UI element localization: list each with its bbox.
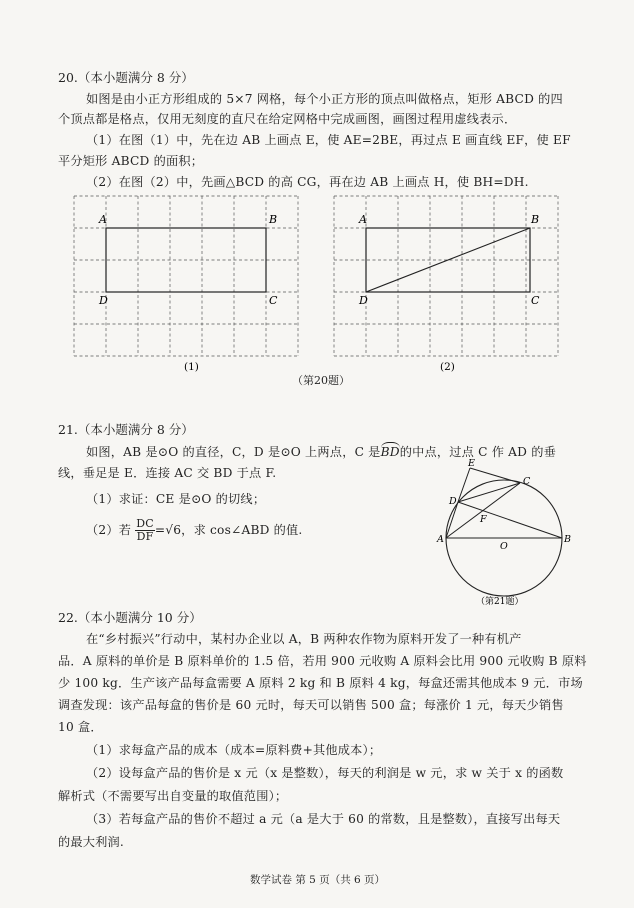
q22-line4: 调查发现：该产品每盒的售价是 60 元时，每天可以销售 500 盒；每涨价 1 元，每天少销售 [58, 698, 564, 712]
q21-line1-a: 如图，AB 是⊙O 的直径，C，D 是⊙O 上两点，C 是 [86, 445, 381, 459]
label-d: D [449, 496, 457, 507]
q21-part2-prefix: （2）若 [86, 523, 132, 537]
q20-intro-line1: 如图是由小正方形组成的 5×7 网格，每个小正方形的顶点叫做格点，矩形 ABCD 的四 [86, 92, 563, 106]
fraction-numerator: DC [136, 517, 154, 530]
q20-figure-2 [330, 192, 570, 374]
label-a: A [437, 534, 444, 545]
q22-line3: 少 100 kg．生产该产品每盒需要 A 原料 2 kg 和 B 原料 4 kg，每盒还需其他成本 9 元．市场 [58, 676, 583, 690]
q22-part1: （1）求每盒产品的成本（成本=原料费+其他成本）； [86, 743, 382, 757]
q22-header: 22.（本小题满分 10 分） [58, 610, 202, 625]
arc-bd: BD [381, 442, 400, 459]
q22-line2: 品．A 原料的单价是 B 原料单价的 1.5 倍，若用 900 元收购 A 原料会比用 900 元收购 B 原料 [58, 654, 587, 668]
figure-1-caption: (1) [184, 361, 199, 373]
q21-figure [432, 456, 572, 606]
q21-header: 21.（本小题满分 8 分） [58, 422, 194, 437]
label-e: E [468, 458, 475, 469]
label-b: B [531, 213, 540, 226]
label-c: C [531, 294, 540, 307]
figure-lines [446, 468, 562, 538]
q22-part3-line2: 的最大利润. [58, 835, 125, 849]
label-a: A [99, 213, 107, 226]
label-d: D [359, 294, 368, 307]
grid-lines-2 [334, 196, 558, 356]
label-c: C [523, 476, 531, 487]
q21-line1-b: 的中点，过点 C 作 AD 的垂 [399, 445, 557, 459]
q20-figure-1 [70, 192, 310, 374]
label-a: A [359, 213, 367, 226]
label-d: D [99, 294, 108, 307]
q22-line5: 10 盒． [58, 720, 103, 734]
q22-part2-line1: （2）设每盒产品的售价是 x 元（x 是整数），每天的利润是 w 元，求 w 关于 x 的函数 [86, 766, 564, 780]
q20-intro-line2: 个顶点都是格点，仅用无刻度的直尺在给定网格中完成画图，画图过程用虚线表示． [58, 112, 517, 126]
label-o: O [500, 541, 508, 552]
q20-header: 20.（本小题满分 8 分） [58, 70, 194, 85]
q22-part3-line1: （3）若每盒产品的售价不超过 a 元（a 是大于 60 的常数，且是整数），直接写出每天 [86, 812, 561, 826]
figure-2-caption: (2) [440, 361, 455, 373]
q20-part2: （2）在图（2）中，先画△BCD 的高 CG，再在边 AB 上画点 H，使 BH=DH. [86, 175, 529, 189]
q21-part2 [86, 518, 303, 543]
label-b: B [564, 534, 571, 545]
q21-line2: 线，垂足是 E．连接 AC 交 BD 于点 F. [58, 466, 277, 480]
fraction-dc-df [135, 518, 155, 543]
q22-part2-line2: 解析式（不需要写出自变量的取值范围）； [58, 789, 288, 803]
q22-line1: 在“乡村振兴”行动中，某村办企业以 A，B 两种农作物为原料开发了一种有机产 [86, 632, 522, 646]
label-c: C [269, 294, 278, 307]
q20-part1-line2: 平分矩形 ABCD 的面积； [58, 154, 204, 168]
label-f: F [480, 514, 487, 525]
label-b: B [269, 213, 278, 226]
q21-part1: （1）求证：CE 是⊙O 的切线； [86, 492, 266, 506]
q21-part2-suffix: =√6，求 cos∠ABD 的值. [154, 523, 303, 537]
q21-figure-caption: （第21题） [476, 597, 524, 606]
grid-lines-1 [74, 196, 298, 356]
q20-part1-line1: （1）在图（1）中，先在边 AB 上画点 E，使 AE=2BE，再过点 E 画直线 EF，使 EF [86, 133, 571, 147]
page-footer: 数学试卷 第 5 页（共 6 页） [250, 874, 386, 886]
fraction-denominator: DF [136, 530, 154, 543]
q20-figure-caption: （第20题） [292, 374, 350, 387]
